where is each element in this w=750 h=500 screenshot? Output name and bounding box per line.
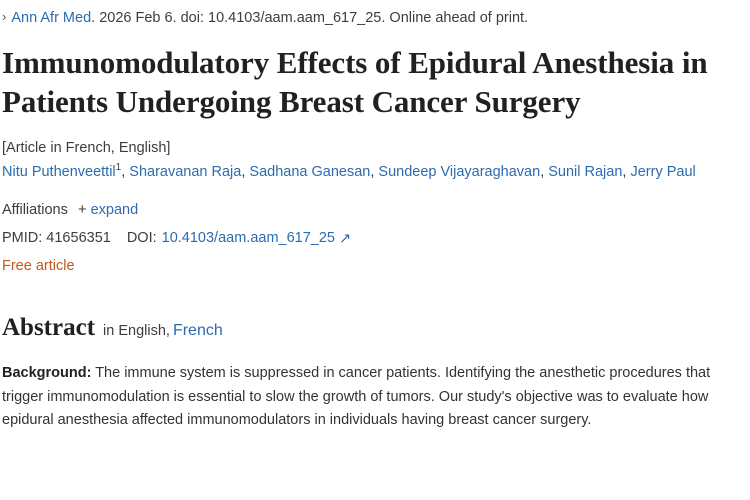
free-article-badge[interactable]: Free article [2, 258, 75, 275]
pmid-value: PMID: 41656351 [2, 230, 111, 247]
abstract-header [0, 314, 750, 342]
author-separator: , [370, 163, 379, 180]
doi-label: DOI: [126, 230, 157, 247]
plus-icon: + [77, 201, 87, 219]
abstract-language-link-french[interactable]: French [172, 322, 223, 340]
page-title: Immunomodulatory Effects of Epidural Anesthesia in Patients Undergoing Breast Cancer Surgery [2, 45, 708, 120]
author-link[interactable]: Sharavanan Raja [129, 163, 242, 180]
author-link[interactable]: Sunil Rajan [548, 163, 623, 180]
abstract-background-label: Background: [2, 365, 92, 382]
doi-link[interactable]: 10.4103/aam.aam_617_25 [161, 230, 335, 247]
expand-affiliations-button[interactable] [78, 201, 138, 218]
author-entry [548, 164, 630, 180]
author-link[interactable]: Nitu Puthenveettil [2, 163, 116, 180]
identifiers-row [0, 230, 750, 246]
author-separator: , [241, 163, 250, 180]
author-link[interactable]: Jerry Paul [630, 163, 696, 180]
abstract-body [0, 362, 720, 432]
expand-label: expand [90, 201, 139, 218]
abstract-heading: Abstract [2, 314, 96, 342]
author-affiliation-marker: 1 [115, 161, 122, 173]
external-link-icon: ↗ [338, 231, 352, 248]
author-entry [129, 164, 249, 180]
affiliations-label: Affiliations [2, 201, 68, 218]
author-entry [630, 164, 695, 180]
author-link[interactable]: Sundeep Vijayaraghavan [378, 163, 541, 180]
author-separator: , [121, 163, 130, 180]
article-language-note: [Article in French, English] [2, 139, 171, 156]
author-separator: , [540, 163, 549, 180]
author-link[interactable]: Sadhana Ganesan [249, 163, 371, 180]
author-entry [2, 161, 130, 180]
citation-line [0, 8, 750, 28]
journal-link[interactable]: Ann Afr Med [11, 10, 92, 26]
affiliations-row [0, 201, 750, 218]
author-entry [249, 164, 378, 180]
author-list [0, 160, 704, 184]
chevron-right-icon: › [2, 9, 7, 24]
citation-details: . 2026 Feb 6. doi: 10.4103/aam.aam_617_25. Online ahead of print. [91, 10, 529, 26]
abstract-language: in English, [103, 323, 170, 340]
author-entry [378, 164, 548, 180]
abstract-background-text: The immune system is suppressed in cancer patients. Identifying the anesthetic procedures that trigger immunomodulation is essential to slow the growth of tumors. Our study's objective was to evaluate how epidural anesthesia affected immunomodulators in individuals having breast cancer surgery. [2, 365, 711, 429]
author-separator: , [622, 163, 631, 180]
